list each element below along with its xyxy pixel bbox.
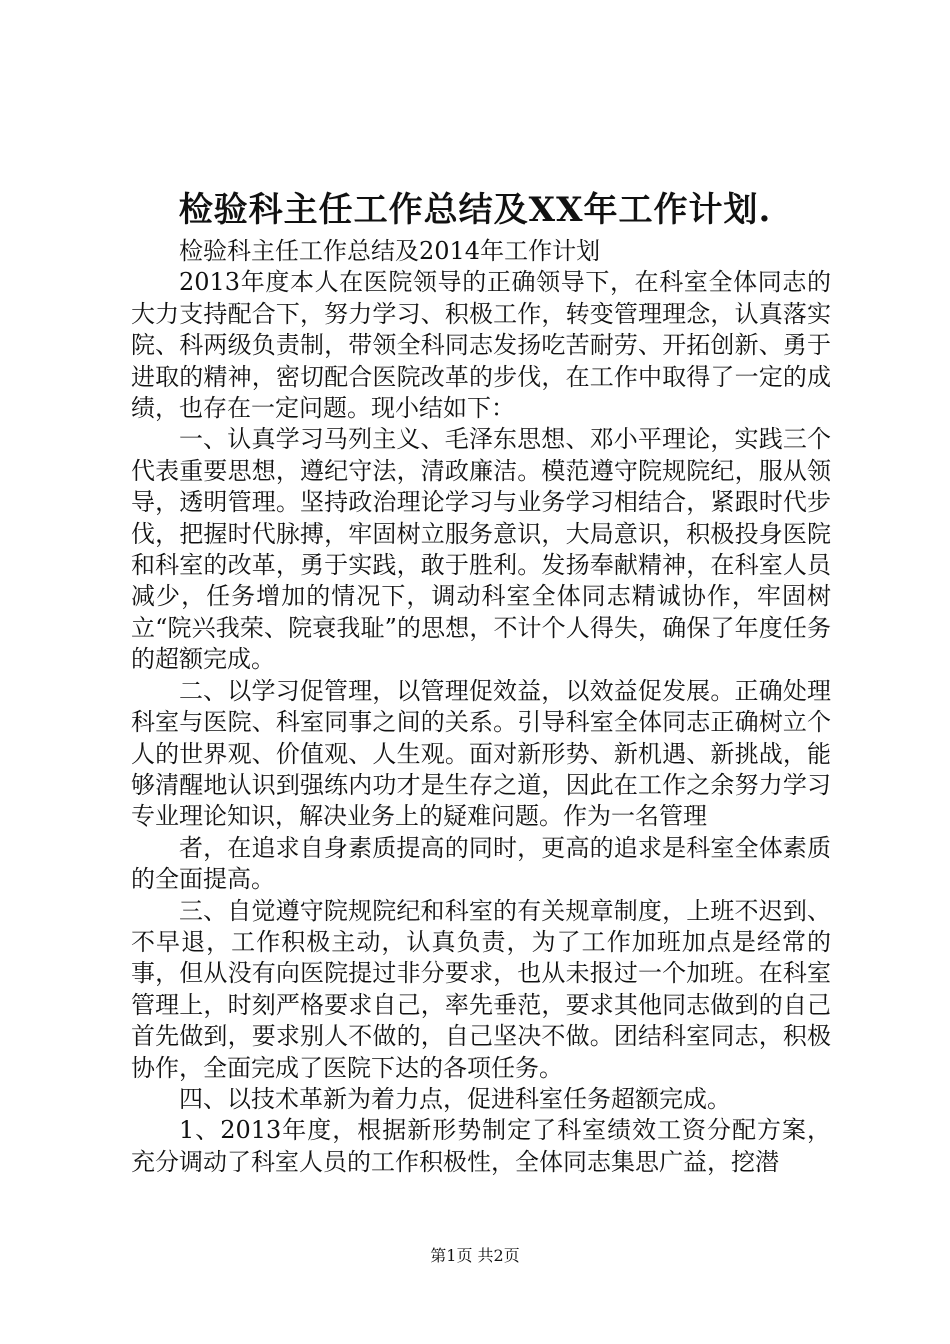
section-three-paragraph: 三、自觉遵守院规院纪和科室的有关规章制度，上班不迟到、不早退，工作积极主动，认真负责，为了工作加班加点是经常的事，但从没有向医院提过非分要求，也从未报过一个加班。在科室管理上，时刻严格要求自己，率先垂范，要求其他同志做到的自己首先做到，要求别人不做的，自己坚决不做。团结科室同志，积极协作，全面完成了医院下达的各项任务。 [131,896,831,1082]
section-two-paragraph: 二、以学习促管理，以管理促效益，以效益促发展。正确处理科室与医院、科室同事之间的关系。引导科室全体同志正确树立个人的世界观、价值观、人生观。面对新形势、新机遇、新挑战，能够清醒地认识到强练内功才是生存之道，因此在工作之余努力学习专业理论知识，解决业务上的疑难问题。作为一名管理 [131,676,831,831]
item-one-paragraph: 1、2013年度，根据新形势制定了科室绩效工资分配方案，充分调动了科室人员的工作积极性，全体同志集思广益，挖潜 [131,1116,831,1176]
page-number-footer: 第1页 共2页 [430,1246,520,1265]
section-two-continued-paragraph: 者，在追求自身素质提高的同时，更高的追求是科室全体素质的全面提高。 [131,833,831,894]
document-body [131,236,831,1178]
subtitle-paragraph: 检验科主任工作总结及2014年工作计划 [179,237,601,265]
section-one-paragraph: 一、认真学习马列主义、毛泽东思想、邓小平理论，实践三个代表重要思想，遵纪守法，清政廉洁。模范遵守院规院纪，服从领导，透明管理。坚持政治理论学习与业务学习相结合，紧跟时代步伐，把握时代脉搏，牢固树立服务意识，大局意识，积极投身医院和科室的改革，勇于实践，敢于胜利。发扬奉献精神，在科室人员减少，任务增加的情况下，调动科室全体同志精诚协作，牢固树立“院兴我荣、院衰我耻”的思想，不计个人得失，确保了年度任务的超额完成。 [131,425,831,674]
section-four-heading: 四、以技术革新为着力点，促进科室任务超额完成。 [179,1084,731,1113]
intro-paragraph: 2013年度本人在医院领导的正确领导下，在科室全体同志的大力支持配合下，努力学习、积极工作，转变管理理念，认真落实院、科两级负责制，带领全科同志发扬吃苦耐劳、开拓创新、勇于进取的精神，密切配合医院改革的步伐，在工作中取得了一定的成绩，也存在一定问题。现小结如下： [131,268,831,423]
document-title: 检验科主任工作总结及XX年工作计划. [178,190,772,230]
